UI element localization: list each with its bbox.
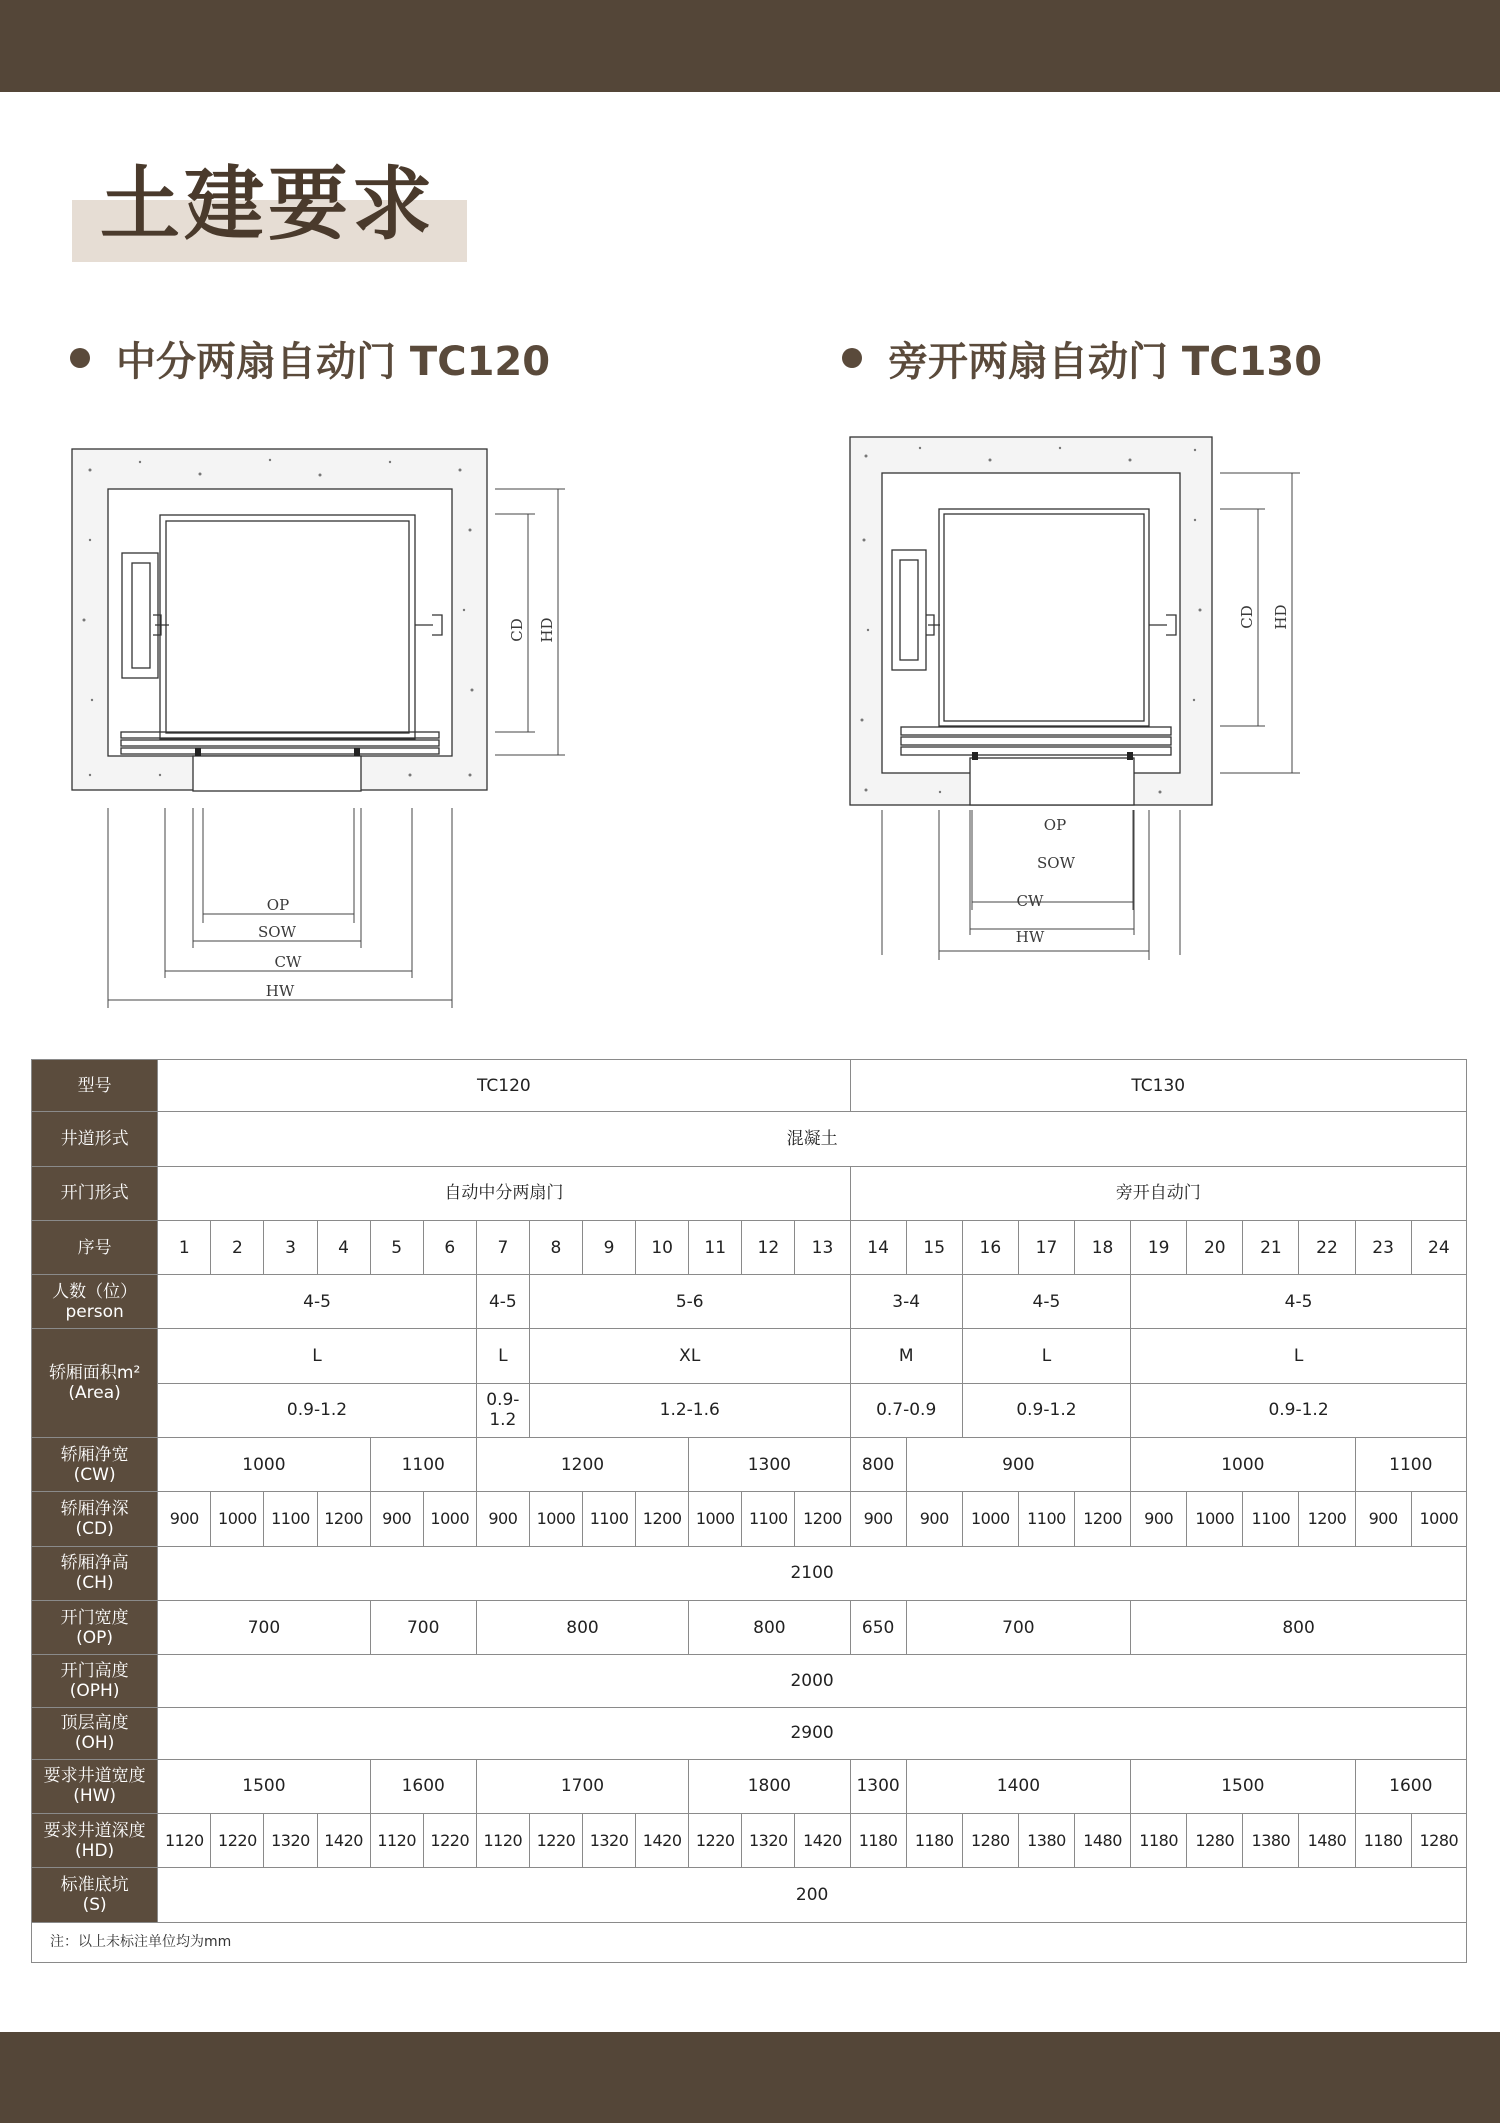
row-header: 开门形式 — [32, 1166, 158, 1220]
table-cell: 1480 — [1299, 1814, 1355, 1868]
table-cell: 1220 — [423, 1814, 476, 1868]
section-heading-text: 中分两扇自动门 TC120 — [116, 338, 551, 385]
row-header: 序号 — [32, 1220, 158, 1274]
table-cell: 1600 — [370, 1759, 476, 1813]
label-cw: CW — [1016, 892, 1044, 910]
table-cell: 7 — [476, 1220, 529, 1274]
table-cell: 700 — [158, 1600, 370, 1654]
label-hd: HD — [538, 617, 556, 643]
table-cell: 1120 — [370, 1814, 423, 1868]
section-heading-tc130 — [842, 330, 1322, 386]
table-cell: L — [1131, 1329, 1467, 1383]
table-cell: 1200 — [476, 1438, 688, 1492]
table-cell: 1480 — [1075, 1814, 1131, 1868]
table-cell: 1280 — [1187, 1814, 1243, 1868]
table-cell: 4-5 — [1131, 1275, 1467, 1329]
table-cell: 1600 — [1355, 1759, 1466, 1813]
table-cell: 1100 — [1018, 1492, 1074, 1546]
table-cell: 1280 — [1411, 1814, 1466, 1868]
table-cell: 1000 — [529, 1492, 582, 1546]
table-cell: 4 — [317, 1220, 370, 1274]
table-cell: 5-6 — [529, 1275, 850, 1329]
table-cell: 1200 — [795, 1492, 850, 1546]
table-cell: 2 — [211, 1220, 264, 1274]
table-cell: 1120 — [158, 1814, 211, 1868]
table-cell: 1100 — [1355, 1438, 1466, 1492]
table-cell: 21 — [1243, 1220, 1299, 1274]
label-cd: CD — [508, 618, 526, 642]
table-cell: 1000 — [1187, 1492, 1243, 1546]
table-cell: 1000 — [211, 1492, 264, 1546]
table-cell: 1200 — [317, 1492, 370, 1546]
table-cell: L — [962, 1329, 1130, 1383]
table-cell: 混凝土 — [158, 1112, 1467, 1166]
table-cell: 自动中分两扇门 — [158, 1166, 850, 1220]
door-opening — [970, 758, 1134, 805]
table-row-shaft — [32, 1112, 1467, 1166]
row-header: 开门高度 (OPH) — [32, 1655, 158, 1707]
label-hw: HW — [265, 982, 295, 1000]
table-cell: L — [476, 1329, 529, 1383]
table-cell: 900 — [906, 1438, 1130, 1492]
table-row-cw — [32, 1438, 1467, 1492]
table-cell: 8 — [529, 1220, 582, 1274]
table-cell: 1220 — [529, 1814, 582, 1868]
table-cell: 16 — [962, 1220, 1018, 1274]
row-header: 轿厢净高 (CH) — [32, 1546, 158, 1600]
table-cell: 1200 — [1075, 1492, 1131, 1546]
table-cell: 3-4 — [850, 1275, 962, 1329]
label-sow: SOW — [258, 923, 296, 941]
table-cell: 1000 — [423, 1492, 476, 1546]
table-cell: 1 — [158, 1220, 211, 1274]
table-cell: 900 — [1131, 1492, 1187, 1546]
table-cell: 1420 — [317, 1814, 370, 1868]
row-header: 型号 — [32, 1060, 158, 1112]
door-opening — [193, 756, 361, 791]
table-cell: 1800 — [689, 1759, 850, 1813]
table-cell: 19 — [1131, 1220, 1187, 1274]
table-cell: 10 — [636, 1220, 689, 1274]
table-cell: L — [158, 1329, 477, 1383]
table-cell: 1000 — [158, 1438, 370, 1492]
table-cell: 1380 — [1243, 1814, 1299, 1868]
table-cell: 3 — [264, 1220, 317, 1274]
row-header: 要求井道深度 (HD) — [32, 1814, 158, 1868]
page-title: 土建要求 — [100, 158, 436, 251]
table-cell: 1120 — [476, 1814, 529, 1868]
table-cell: 1200 — [1299, 1492, 1355, 1546]
table-cell: 6 — [423, 1220, 476, 1274]
table-cell: 1100 — [264, 1492, 317, 1546]
table-cell: 2900 — [158, 1707, 1467, 1759]
table-cell: 13 — [795, 1220, 850, 1274]
table-cell: 900 — [158, 1492, 211, 1546]
table-cell: 22 — [1299, 1220, 1355, 1274]
table-row-oh — [32, 1707, 1467, 1759]
table-cell: 1500 — [1131, 1759, 1355, 1813]
table-cell: 1180 — [1131, 1814, 1187, 1868]
row-header: 开门宽度 (OP) — [32, 1600, 158, 1654]
row-header: 顶层高度 (OH) — [32, 1707, 158, 1759]
table-cell: 1000 — [689, 1492, 742, 1546]
table-cell: 900 — [370, 1492, 423, 1546]
shaft-plan-drawing-tc130 — [840, 430, 1310, 960]
top-band — [0, 0, 1500, 92]
table-cell: 800 — [689, 1600, 850, 1654]
table-cell: 0.9-1.2 — [158, 1383, 477, 1437]
table-cell: 旁开自动门 — [850, 1166, 1466, 1220]
table-cell: 5 — [370, 1220, 423, 1274]
table-cell: 1000 — [1411, 1492, 1466, 1546]
table-cell: 0.9-1.2 — [962, 1383, 1130, 1437]
table-row-area-range — [32, 1383, 1467, 1437]
table-cell: 1100 — [742, 1492, 795, 1546]
table-row-hw — [32, 1759, 1467, 1813]
table-cell: 18 — [1075, 1220, 1131, 1274]
table-cell: 900 — [476, 1492, 529, 1546]
table-cell: 4-5 — [158, 1275, 477, 1329]
row-header: 要求井道宽度 (HW) — [32, 1759, 158, 1813]
table-cell: 1400 — [906, 1759, 1130, 1813]
table-cell: M — [850, 1329, 962, 1383]
table-row-s — [32, 1868, 1467, 1922]
table-cell: 1320 — [742, 1814, 795, 1868]
table-cell: 1280 — [962, 1814, 1018, 1868]
table-cell: 650 — [850, 1600, 906, 1654]
table-note: 注：以上未标注单位均为mm — [32, 1922, 1467, 1962]
table-cell: 1300 — [689, 1438, 850, 1492]
table-cell: 11 — [689, 1220, 742, 1274]
shaft-interior — [882, 473, 1180, 773]
bullet-dot-icon — [842, 348, 862, 368]
table-cell: 1220 — [211, 1814, 264, 1868]
row-header: 轿厢净宽 (CW) — [32, 1438, 158, 1492]
table-cell: 15 — [906, 1220, 962, 1274]
table-row-oph — [32, 1655, 1467, 1707]
table-cell: 20 — [1187, 1220, 1243, 1274]
table-row-door — [32, 1166, 1467, 1220]
label-op: OP — [266, 896, 290, 914]
spec-table — [31, 1059, 1467, 1963]
table-cell: 900 — [850, 1492, 906, 1546]
shaft-plan-drawing-tc120 — [60, 440, 600, 1000]
table-cell: 0.9- 1.2 — [476, 1383, 529, 1437]
label-op: OP — [1043, 816, 1067, 834]
table-cell: 1320 — [583, 1814, 636, 1868]
table-cell: 1700 — [476, 1759, 688, 1813]
table-cell: 1.2-1.6 — [529, 1383, 850, 1437]
table-cell: 1000 — [962, 1492, 1018, 1546]
row-header: 轿厢净深 (CD) — [32, 1492, 158, 1546]
table-cell: 1000 — [1131, 1438, 1355, 1492]
table-cell: 1100 — [1243, 1492, 1299, 1546]
table-row-op — [32, 1600, 1467, 1654]
bullet-dot-icon — [70, 348, 90, 368]
table-cell: 12 — [742, 1220, 795, 1274]
table-cell: 23 — [1355, 1220, 1411, 1274]
table-cell: 1420 — [795, 1814, 850, 1868]
table-cell: 1180 — [1355, 1814, 1411, 1868]
table-cell: 0.7-0.9 — [850, 1383, 962, 1437]
table-row-area-size — [32, 1329, 1467, 1383]
row-header: 轿厢面积m² (Area) — [32, 1329, 158, 1438]
label-hd: HD — [1272, 604, 1290, 630]
table-cell: 1220 — [689, 1814, 742, 1868]
bottom-band — [0, 2032, 1500, 2123]
table-cell: 700 — [906, 1600, 1130, 1654]
row-header: 标准底坑 (S) — [32, 1868, 158, 1922]
table-cell: 0.9-1.2 — [1131, 1383, 1467, 1437]
table-cell: XL — [529, 1329, 850, 1383]
table-cell: 4-5 — [476, 1275, 529, 1329]
table-row-cd — [32, 1492, 1467, 1546]
table-cell: 1100 — [370, 1438, 476, 1492]
label-cd: CD — [1238, 605, 1256, 629]
table-cell: 2100 — [158, 1546, 1467, 1600]
table-cell: TC120 — [158, 1060, 850, 1112]
table-cell: TC130 — [850, 1060, 1466, 1112]
label-cw: CW — [274, 953, 302, 971]
table-row-ch — [32, 1546, 1467, 1600]
table-cell: 1420 — [636, 1814, 689, 1868]
table-cell: 900 — [906, 1492, 962, 1546]
table-cell: 800 — [1131, 1600, 1467, 1654]
label-sow: SOW — [1037, 854, 1075, 872]
table-cell: 9 — [583, 1220, 636, 1274]
table-cell: 17 — [1018, 1220, 1074, 1274]
table-cell: 1300 — [850, 1759, 906, 1813]
table-row-persons — [32, 1275, 1467, 1329]
table-cell: 1100 — [583, 1492, 636, 1546]
table-cell: 24 — [1411, 1220, 1466, 1274]
table-cell: 1180 — [850, 1814, 906, 1868]
table-row-seq — [32, 1220, 1467, 1274]
table-cell: 800 — [476, 1600, 688, 1654]
table-cell: 900 — [1355, 1492, 1411, 1546]
table-row-note — [32, 1922, 1467, 1962]
table-cell: 800 — [850, 1438, 906, 1492]
table-cell: 1200 — [636, 1492, 689, 1546]
section-heading-text: 旁开两扇自动门 TC130 — [888, 338, 1323, 385]
table-cell: 1500 — [158, 1759, 370, 1813]
table-cell: 1380 — [1018, 1814, 1074, 1868]
row-header: 人数（位） person — [32, 1275, 158, 1329]
table-cell: 700 — [370, 1600, 476, 1654]
table-cell: 2000 — [158, 1655, 1467, 1707]
table-row-model — [32, 1060, 1467, 1112]
table-cell: 4-5 — [962, 1275, 1130, 1329]
label-hw: HW — [1015, 928, 1045, 946]
section-heading-tc120 — [70, 330, 550, 386]
row-header: 井道形式 — [32, 1112, 158, 1166]
table-cell: 14 — [850, 1220, 906, 1274]
table-cell: 1180 — [906, 1814, 962, 1868]
table-cell: 200 — [158, 1868, 1467, 1922]
table-cell: 1320 — [264, 1814, 317, 1868]
table-row-hd — [32, 1814, 1467, 1868]
